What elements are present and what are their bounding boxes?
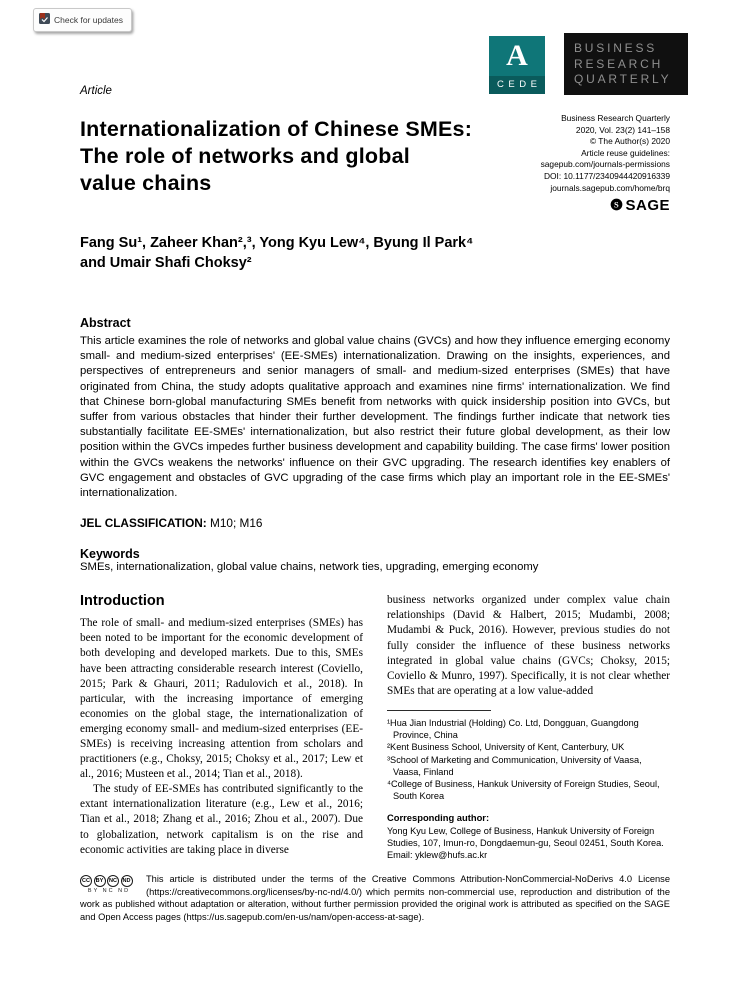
corresponding-author-heading: Corresponding author: [387,812,490,824]
brq-logo-line-3: QUARTERLY [574,72,672,86]
check-for-updates-label: Check for updates [54,15,123,25]
affiliation-2: ²Kent Business School, University of Kent, Canterbury, UK [387,742,625,753]
jel-classification [80,516,670,530]
acede-logo-name: CEDE [489,76,545,94]
license-block [80,873,670,923]
left-column [80,593,363,861]
title-line-1: Internationalization of Chinese SMEs: [80,117,473,141]
sage-swirl-icon [610,198,623,213]
jel-value: M10; M16 [210,516,263,531]
brq-logo-line-1: BUSINESS [574,41,658,55]
abstract-heading: Abstract [80,316,131,330]
cc-license-icons [80,875,138,894]
cc-caption: BY NC ND [87,888,131,895]
crossmark-icon [39,11,50,29]
body-paragraph: business networks organized under complex value chain relationships (David & Halbert, 2015; Mudambi, 2008; Mudambi & Puck, 2016). However, previous studies do not fully consider the influence of these business networks integrated in global value chains (GVCs; Choksy, 2015; Coviello & Munro, 1997). Specifically, it is not clear whether SMEs that are operating at a low value-added [387,594,670,697]
license-text: This article is distributed under the terms of the Creative Commons Attribution-NonCommercial-NoDerivs 4.0 License (https://creativecommons.org/licenses/by-nc-nd/4.0/) which permits non-commercial use, reproduction and distribution of the work as published without adaptation or alteration, without further permission provided the original work is attributed as specified on the SAGE and Open Access pages (https://us.sagepub.com/en-us/nam/open-access-at-sage). [80,874,670,922]
cc-icon: CC [80,875,92,887]
jel-label: JEL CLASSIFICATION: [80,516,207,531]
two-column-body [80,593,670,861]
cc-nd-icon: ND [121,875,133,887]
right-column [387,593,670,861]
authors-line-1: Fang Su¹, Zaheer Khan²,³, Yong Kyu Lew⁴, Byung Il Park⁴ [80,235,474,251]
sage-logo [541,198,670,213]
acede-logo [489,36,545,94]
corresponding-author-email[interactable]: Email: yklew@hufs.ac.kr [387,850,488,861]
corresponding-author-address: Yong Kyu Lew, College of Business, Hankuk University of Foreign Studies, 107, Imun-ro, Dongdaemun-gu, Seoul 02451, South Korea. [387,825,664,848]
copyright-line: © The Author(s) 2020 [589,136,670,147]
article-type-label: Article [80,85,112,97]
authors-line-2: and Umair Shafi Choksy² [80,255,252,271]
affiliation-3: ³School of Marketing and Communication, University of Vaasa, Vaasa, Finland [387,754,642,777]
reuse-guidelines-label: Article reuse guidelines: [581,147,670,158]
title-line-2: The role of networks and global [80,144,410,168]
affiliation-1: ¹Hua Jian Industrial (Holding) Co. Ltd, Dongguan, Guangdong Province, China [387,717,639,741]
permissions-link[interactable]: sagepub.com/journals-permissions [540,159,670,170]
journal-meta [541,113,670,213]
authors-block [80,233,473,273]
affiliation-4: ⁴College of Business, Hankuk University of Foreign Studies, Seoul, South Korea [387,778,660,802]
keywords-heading: Keywords [80,547,140,562]
footnote-rule [387,710,491,711]
brq-logo-line-2: RESEARCH [574,56,664,71]
doi-link[interactable]: DOI: 10.1177/2340944420916339 [543,170,670,181]
abstract-text: This article examines the role of networks and global value chains (GVCs) and how they influence emerging economy small- and medium-sized enterprises' (EE-SMEs) internationalization. Drawing on the insights, experiences, and perspectives of entrepreneurs and senior managers of small- and medium-sized enterprises (SMEs) that have originated from China, the study adopts qualitative approach and examines nine firms' internationalization. We find that Chinese born-global manufacturing SMEs benefit from networks with quick insidership position into GVCs, but suffer from various obstacles that hinder their further development. The findings further indicate that network ties substantially facilitate EE-SMEs' internationalization, but also restrict their future global development, as their low position within the GVCs impedes further business development and capability building. The case firms' lower position within the GVCs weakens the networks' influence on their GVC upgrading. The research identifies key enablers of GVC engagement and obstacles of GVC upgrading of the case firms which play an important role in the EE-SMEs' internationalization. [80,335,670,500]
article-title [80,116,472,197]
body-paragraph: The study of EE-SMEs has contributed significantly to the extant internationalization literature (e.g., Lew et al., 2016; Tian et al., 2018; Zhang et al., 2016; Zhou et al., 2007). Due to globalization, network capitalism is on the rise and economic activities are taking place in diverse [80,783,363,856]
cc-nc-icon: NC [107,875,119,887]
keywords-text: SMEs, internationalization, global value chains, network ties, upgrading, emerging economy [80,561,539,574]
brq-journal-logo [564,33,688,95]
journal-name: Business Research Quarterly [561,113,670,123]
introduction-heading: Introduction [80,593,165,610]
svg-text:S: S [614,199,620,210]
check-for-updates-badge[interactable] [33,8,132,32]
title-line-3: value chains [80,171,212,195]
sage-logo-text: SAGE [625,196,670,214]
journal-home-link[interactable]: journals.sagepub.com/home/brq [550,182,670,193]
cc-icon-row [80,875,138,887]
cc-by-icon: BY [94,875,106,887]
body-paragraph: The role of small- and medium-sized enterprises (SMEs) has been noted to be important for the economic development of both developing and developed markets. Due to this, SMEs have been attracting considerable research interest (Coviello, 2015; Park & Ghauri, 2011; Radulovich et al., 2018). In particular, with the increasing importance of emerging economies on the global stage, the internationalization of emerging economy small- and medium-sized enterprises (EE-SMEs) is receiving increasing attention from scholars and practitioners (e.g., Choksy, 2015; Choksy et al., 2017; Lew et al., 2016; Musteen et al., 2014; Tian et al., 2018). [80,617,363,781]
volume-issue-pages: 2020, Vol. 23(2) 141–158 [575,124,670,135]
acede-logo-letter: A [506,39,528,72]
